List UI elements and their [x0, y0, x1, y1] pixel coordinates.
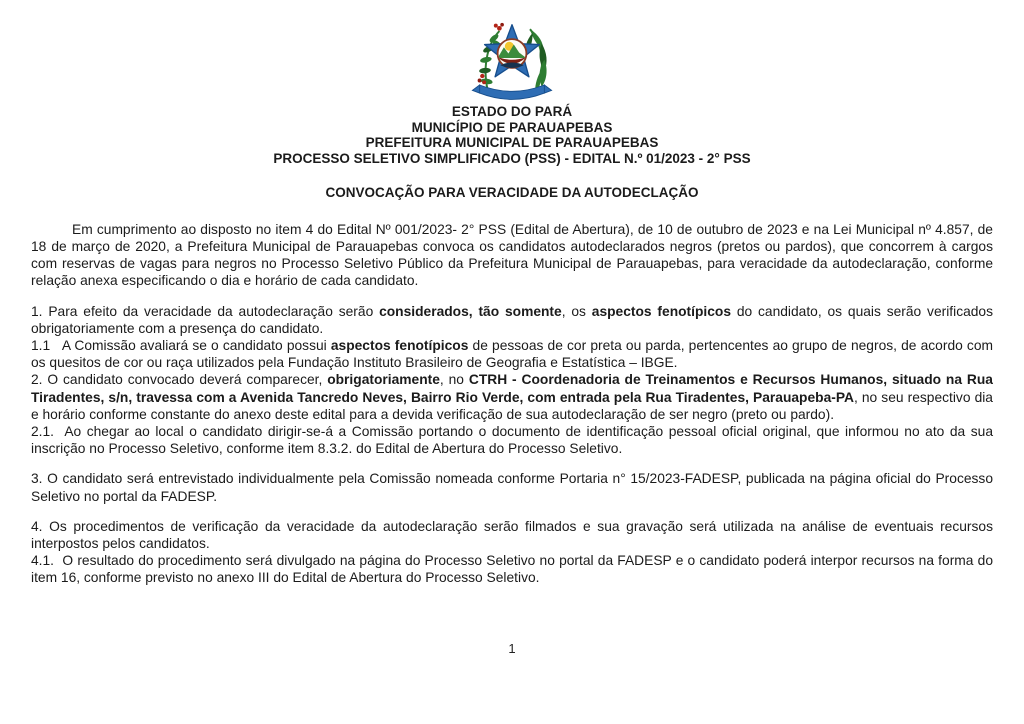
document-body [31, 221, 993, 587]
header-line-prefecture: PREFEITURA MUNICIPAL DE PARAUAPEBAS [365, 135, 659, 151]
page-number: 1 [508, 641, 516, 656]
paragraph-item-1: 1. Para efeito da veracidade da autodeclaração serão considerados, tão somente, os aspectos fenotípicos do candidato, os quais serão verificados obrigatoriamente com a presença do candidato. [31, 303, 994, 336]
header-line-state: ESTADO DO PARÁ [451, 104, 573, 119]
paragraph-item-2-1: 2.1. Ao chegar ao local o candidato dirigir-se-á a Comissão portando o documento de identificação pessoal oficial original, que informou no ato da sua inscrição no Processo Seletivo, conforme item 8.3.2. do Edital de Abertura do Processo Seletivo. [31, 424, 993, 457]
coat-of-arms-container [31, 13, 993, 103]
paragraph-item-1-1: 1.1 A Comissão avaliará se o candidato possui aspectos fenotípicos de pessoas de cor preta ou parda, pertencentes ao grupo de negros, de acordo com os quesitos de cor ou raça utilizados pela Fundação Instituto Brasileiro de Geografia e Estatística – IBGE. [31, 338, 993, 371]
paragraph-item-4-1: 4.1. O resultado do procedimento será divulgado na página do Processo Seletivo no portal da FADESP e o candidato poderá interpor recursos na forma do item 16, conforme previsto no anexo III do Edital de Abertura do Processo Seletivo. [31, 553, 993, 586]
paragraph-item-2: 2. O candidato convocado deverá comparecer, obrigatoriamente, no CTRH - Coordenadoria de Treinamentos e Recursos Humanos, situado na Rua Tiradentes, s/n, travessa com a Avenida Tancredo Neves, Bairro Rio Verde, com entrada pela Rua Tiradentes, Parauapeba-PA, no seu respectivo dia e horário conforme constante do anexo deste edital para a devida verificação de sua autodeclaração de ser negro (preto ou pardo). [31, 372, 993, 422]
paragraph-item-3: 3. O candidato será entrevistado individualmente pela Comissão nomeada conforme Portaria n° 15/2023-FADESP, publicada na página oficial do Processo Seletivo no portal da FADESP. [31, 471, 993, 504]
header-line-municipality: MUNICÍPIO DE PARAUAPEBAS [411, 119, 613, 135]
paragraph-item-4: 4. Os procedimentos de verificação da veracidade da autodeclaração serão filmados e sua gravação será utilizada na análise de eventuais recursos interpostos pelos candidatos. [31, 518, 993, 552]
header-block [31, 104, 993, 167]
document-title: CONVOCAÇÃO PARA VERACIDADE DA AUTODECLAÇÃO [325, 184, 699, 200]
header-line-edital: PROCESSO SELETIVO SIMPLIFICADO (PSS) - EDITAL N.º 01/2023 - 2° PSS [273, 151, 751, 167]
parauapebas-coat-of-arms-icon [458, 13, 566, 103]
paragraph-intro: Em cumprimento ao disposto no item 4 do Edital Nº 001/2023- 2° PSS (Edital de Abertura), de 10 de outubro de 2023 e na Lei Municipal nº 4.857, de 18 de março de 2020, a Prefeitura Municipal de Parauapebas convoca os candidatos autodeclarados negros (pretos ou pardos), que concorrem à cargos com reservas de vagas para negros no Processo Seletivo Público da Prefeitura Municipal de Parauapebas, para veracidade da autodeclaração, conforme relação anexa especificando o dia e horário de cada candidato. [31, 221, 993, 289]
